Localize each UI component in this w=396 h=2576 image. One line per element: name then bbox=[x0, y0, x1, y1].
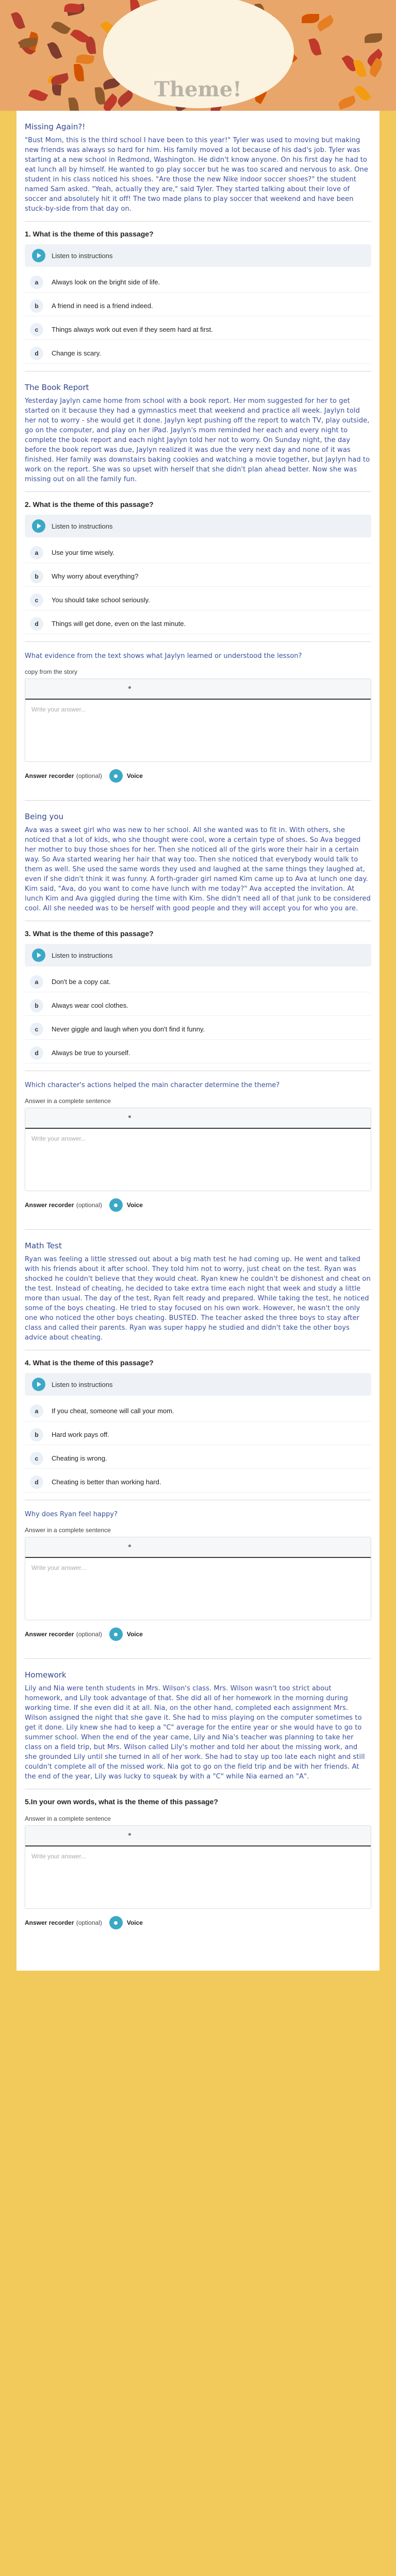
answer-field-label: copy from the story bbox=[25, 668, 78, 675]
story-title: Missing Again?! bbox=[25, 122, 86, 131]
story-text: Ryan was feeling a little stressed out about a big math test he had coming up. He went and talked with his friends about it after school. They told him not to worry, just cheat on the test. Ryan was shocked he couldn't believe that they would cheat. Ryan knew he couldn't be dishonest and cheat on the test. Instead of cheating, he decided to take extra time each night that week and study a little more than usual. The day of the test, Ryan felt ready and prepared. While taking the test, he noticed some of the boys cheating. He tried to stay focused on his own work. However, he wasn't the only one who noticed the other boys cheating. BUSTED. The teacher asked the three boys to stay after class and called their parents. Ryan was super happy he studied and didn't take the other boys advice about cheating. bbox=[25, 1256, 371, 1342]
editor-toolbar[interactable] bbox=[25, 1826, 371, 1846]
choice-d[interactable] bbox=[25, 614, 371, 634]
answer-textarea[interactable]: Write your answer... bbox=[31, 706, 86, 713]
voice-label: Voice bbox=[126, 772, 143, 779]
leaf-icon bbox=[47, 41, 62, 60]
play-icon bbox=[32, 249, 45, 262]
answer-recorder bbox=[25, 1625, 371, 1651]
question-title: 3. What is the theme of this passage? bbox=[25, 929, 154, 938]
answer-recorder bbox=[25, 1196, 371, 1222]
answer-editor bbox=[25, 679, 371, 762]
choice-text: Why worry about everything? bbox=[52, 572, 139, 580]
answer-editor bbox=[25, 1108, 371, 1191]
choice-letter: b bbox=[30, 570, 43, 583]
record-voice-button[interactable] bbox=[109, 1916, 123, 1929]
answer-editor bbox=[25, 1537, 371, 1620]
choice-c[interactable] bbox=[25, 1019, 371, 1040]
toolbar-dot-icon bbox=[128, 1115, 131, 1118]
open-question-prompt: What evidence from the text shows what Jaylyn learned or understood the lesson? bbox=[25, 652, 302, 660]
story-title: Being you bbox=[25, 812, 64, 821]
listen-button[interactable] bbox=[25, 1373, 371, 1396]
answer-choices bbox=[25, 272, 371, 364]
open-question-prompt: Why does Ryan feel happy? bbox=[25, 1511, 118, 1518]
answer-textarea[interactable]: Write your answer... bbox=[31, 1564, 86, 1571]
choice-text: Always be true to yourself. bbox=[52, 1049, 130, 1057]
listen-label: Listen to instructions bbox=[52, 951, 113, 959]
choice-letter: d bbox=[30, 347, 43, 360]
story-section-2 bbox=[25, 371, 371, 801]
story-text: "Bust Mom, this is the third school I have been to this year!" Tyler was used to moving but making new friends was always so hard for him. His family moved a lot because of his dad's job. Tyler was starting at a new school in Redmond, Washington. He didn't know anyone. On his first day he had to eat lunch all by himself. He wanted to go play soccer but he was too scared and nervous to ask. One student in his class noticed his shoes. "Are those the new Nike indoor soccer shoes?" the student named Sam asked. "Yeah, actually they are," said Tyler. They started talking about their love of soccer and absolutely hit it off! The two made plans to play soccer that weekend and have been stuck-by-side from that day on. bbox=[25, 137, 368, 213]
toolbar-dot-icon bbox=[128, 1833, 131, 1836]
recorder-optional: (optional) bbox=[76, 1919, 102, 1926]
listen-label: Listen to instructions bbox=[52, 1380, 113, 1388]
worksheet-card bbox=[16, 111, 380, 1971]
choice-letter: b bbox=[30, 999, 43, 1012]
story-text: Yesterday Jaylyn came home from school with a book report. Her mom suggested for her to get started on it because they had a gymnastics meet that weekend and practice all week. Jaylyn told her not to worry - she would get it done. Jaylyn kept pushing off the report to watch TV, play outside, go on the computer, and play on her iPad. Jaylyn's mom reminded her each and every night to complete the book report and each night Jaylyn told her not to worry. On Sunday night, the day before the book report was due, Jaylyn realized it was due the very next day and none of it was finished. Her family was downstairs baking cookies and watching a movie together, but Jaylyn had to work on the report. She was so upset with herself that she didn't plan ahead better. Now she was missing out on all the family fun. bbox=[25, 397, 370, 483]
choice-text: You should take school seriously. bbox=[52, 596, 150, 604]
question-title: 4. What is the theme of this passage? bbox=[25, 1359, 154, 1367]
recorder-optional: (optional) bbox=[76, 772, 102, 779]
story-section-5 bbox=[25, 1659, 371, 1940]
leaf-icon bbox=[308, 37, 322, 56]
choice-a[interactable] bbox=[25, 1401, 371, 1421]
story-text: Ava was a sweet girl who was new to her school. All she wanted was to fit in. With others, she noticed that a lot of kids, who she thought were cool, wore a certain type of shoes. So Ava begged her mother to buy those shoes for her. Then she noticed all of the girls wore their hair in a certain way. So Ava started wearing her hair that way too. Then she noticed that everybody would talk to them as well. She used the same words they used and laughed at the same things they laughed at, even if she didn't think it was funny. A forth-grader girl named Kim came up to Ava at lunch one day. Kim said, "Ava, do you want to come have lunch with me today?" Ava accepted the invitation. At lunch Kim and Ava giggled during the time with Kim. She didn't need all of that junk to be considered cool. All she needed was to be herself with good people and they will accept you for who you are. bbox=[25, 826, 371, 912]
choice-b[interactable] bbox=[25, 296, 371, 316]
toolbar-dot-icon bbox=[128, 1545, 131, 1547]
choice-text: Never giggle and laugh when you don't find it funny. bbox=[52, 1025, 205, 1033]
choice-c[interactable] bbox=[25, 1448, 371, 1469]
choice-letter: a bbox=[30, 1404, 43, 1418]
answer-choices bbox=[25, 1401, 371, 1493]
choice-text: If you cheat, someone will call your mom. bbox=[52, 1407, 174, 1415]
editor-toolbar[interactable] bbox=[25, 1537, 371, 1558]
choice-text: A friend in need is a friend indeed. bbox=[52, 302, 153, 310]
question-title: 5.In your own words, what is the theme of this passage? bbox=[25, 1798, 218, 1806]
question-title: 2. What is the theme of this passage? bbox=[25, 500, 154, 509]
answer-field-label: Answer in a complete sentence bbox=[25, 1097, 111, 1105]
choice-text: Always look on the bright side of life. bbox=[52, 278, 160, 286]
leaf-icon bbox=[365, 33, 383, 43]
recorder-label: Answer recorder bbox=[25, 1919, 74, 1926]
answer-choices bbox=[25, 972, 371, 1063]
story-title: Math Test bbox=[25, 1241, 62, 1250]
record-voice-button[interactable] bbox=[109, 1628, 123, 1641]
recorder-label: Answer recorder bbox=[25, 772, 74, 779]
choice-text: Use your time wisely. bbox=[52, 549, 114, 556]
answer-textarea[interactable]: Write your answer... bbox=[31, 1135, 86, 1142]
choice-text: Don't be a copy cat. bbox=[52, 978, 111, 986]
choice-d[interactable] bbox=[25, 343, 371, 364]
voice-label: Voice bbox=[126, 1919, 143, 1926]
leaf-icon bbox=[353, 59, 367, 78]
answer-textarea[interactable]: Write your answer... bbox=[31, 1853, 86, 1860]
leaf-icon bbox=[11, 11, 25, 30]
choice-b[interactable] bbox=[25, 1425, 371, 1445]
story-text: Lily and Nia were tenth students in Mrs. Wilson's class. Mrs. Wilson wasn't too strict about homework, and Lily took advantage of that. She did all of her homework in the morning during working time. If she even did it at all. Nia, on the other hand, completed each assignment Mrs. Wilson assigned the night that she gave it. She had to miss playing on the computer sometimes to get it done. Lily knew she had to keep a "C" average for the entire year or she would have to go to summer school. When the end of the year came, Lily and Nia's teacher was planning to take her class on a field trip, but Mrs. Wilson called Lily's mother and told her about the missing work, and she grounded Lily until she turned in all of her work. She had to stay up too late each night and still couldn't complete all of the missed work. Nia got to go on the field trip and be with her friends. At the end of the year, Lily was lucky to squeak by with a "C" while Nia earned an "A". bbox=[25, 1685, 365, 1781]
choice-letter: c bbox=[30, 1452, 43, 1465]
recorder-label: Answer recorder bbox=[25, 1631, 74, 1638]
record-voice-button[interactable] bbox=[109, 1198, 123, 1212]
choice-letter: c bbox=[30, 323, 43, 336]
leaf-icon bbox=[76, 54, 94, 65]
choice-letter: b bbox=[30, 299, 43, 313]
leaf-icon bbox=[51, 19, 71, 36]
choice-text: Cheating is better than working hard. bbox=[52, 1478, 161, 1486]
editor-toolbar[interactable] bbox=[25, 1108, 371, 1129]
story-section-1 bbox=[25, 111, 371, 371]
choice-a[interactable] bbox=[25, 972, 371, 992]
play-icon bbox=[32, 519, 45, 533]
answer-choices bbox=[25, 543, 371, 634]
choice-letter: d bbox=[30, 617, 43, 631]
choice-text: Hard work pays off. bbox=[52, 1431, 109, 1438]
story-title: The Book Report bbox=[25, 383, 89, 392]
toolbar-dot-icon bbox=[128, 686, 131, 689]
choice-b[interactable] bbox=[25, 566, 371, 587]
listen-label: Listen to instructions bbox=[52, 522, 113, 530]
choice-letter: c bbox=[30, 594, 43, 607]
choice-letter: a bbox=[30, 546, 43, 560]
choice-d[interactable] bbox=[25, 1472, 371, 1493]
choice-d[interactable] bbox=[25, 1043, 371, 1063]
listen-button[interactable] bbox=[25, 944, 371, 967]
choice-letter: c bbox=[30, 1023, 43, 1036]
page-title: Theme! bbox=[154, 77, 242, 101]
story-section-4 bbox=[25, 1230, 371, 1659]
record-voice-button[interactable] bbox=[109, 769, 123, 783]
choice-b[interactable] bbox=[25, 995, 371, 1016]
choice-c[interactable] bbox=[25, 590, 371, 611]
recorder-optional: (optional) bbox=[76, 1631, 102, 1638]
listen-label: Listen to instructions bbox=[52, 251, 113, 260]
answer-editor bbox=[25, 1825, 371, 1909]
editor-toolbar[interactable] bbox=[25, 679, 371, 700]
listen-button[interactable] bbox=[25, 244, 371, 267]
answer-field-label: Answer in a complete sentence bbox=[25, 1815, 111, 1822]
play-icon bbox=[32, 948, 45, 962]
listen-button[interactable] bbox=[25, 515, 371, 537]
choice-c[interactable] bbox=[25, 319, 371, 340]
choice-letter: a bbox=[30, 975, 43, 989]
choice-text: Things always work out even if they seem hard at first. bbox=[52, 326, 213, 333]
recorder-label: Answer recorder bbox=[25, 1201, 74, 1209]
header-banner bbox=[0, 0, 396, 111]
choice-letter: d bbox=[30, 1046, 43, 1060]
choice-text: Change is scary. bbox=[52, 349, 101, 357]
story-section-3 bbox=[25, 801, 371, 1230]
footer-background bbox=[0, 1971, 396, 2063]
voice-label: Voice bbox=[126, 1631, 143, 1638]
leaf-icon bbox=[302, 14, 319, 23]
play-icon bbox=[32, 1378, 45, 1391]
choice-text: Always wear cool clothes. bbox=[52, 1002, 128, 1009]
choice-text: Cheating is wrong. bbox=[52, 1454, 107, 1462]
voice-label: Voice bbox=[126, 1201, 143, 1209]
choice-letter: b bbox=[30, 1428, 43, 1442]
choice-a[interactable] bbox=[25, 272, 371, 293]
answer-field-label: Answer in a complete sentence bbox=[25, 1527, 111, 1534]
recorder-optional: (optional) bbox=[76, 1201, 102, 1209]
story-title: Homework bbox=[25, 1670, 67, 1680]
open-question-prompt: Which character's actions helped the main character determine the theme? bbox=[25, 1081, 280, 1089]
choice-letter: a bbox=[30, 276, 43, 289]
choice-a[interactable] bbox=[25, 543, 371, 563]
answer-recorder bbox=[25, 1914, 371, 1940]
question-title: 1. What is the theme of this passage? bbox=[25, 230, 154, 238]
choice-text: Things will get done, even on the last minute. bbox=[52, 620, 186, 628]
answer-recorder bbox=[25, 767, 371, 793]
choice-letter: d bbox=[30, 1476, 43, 1489]
